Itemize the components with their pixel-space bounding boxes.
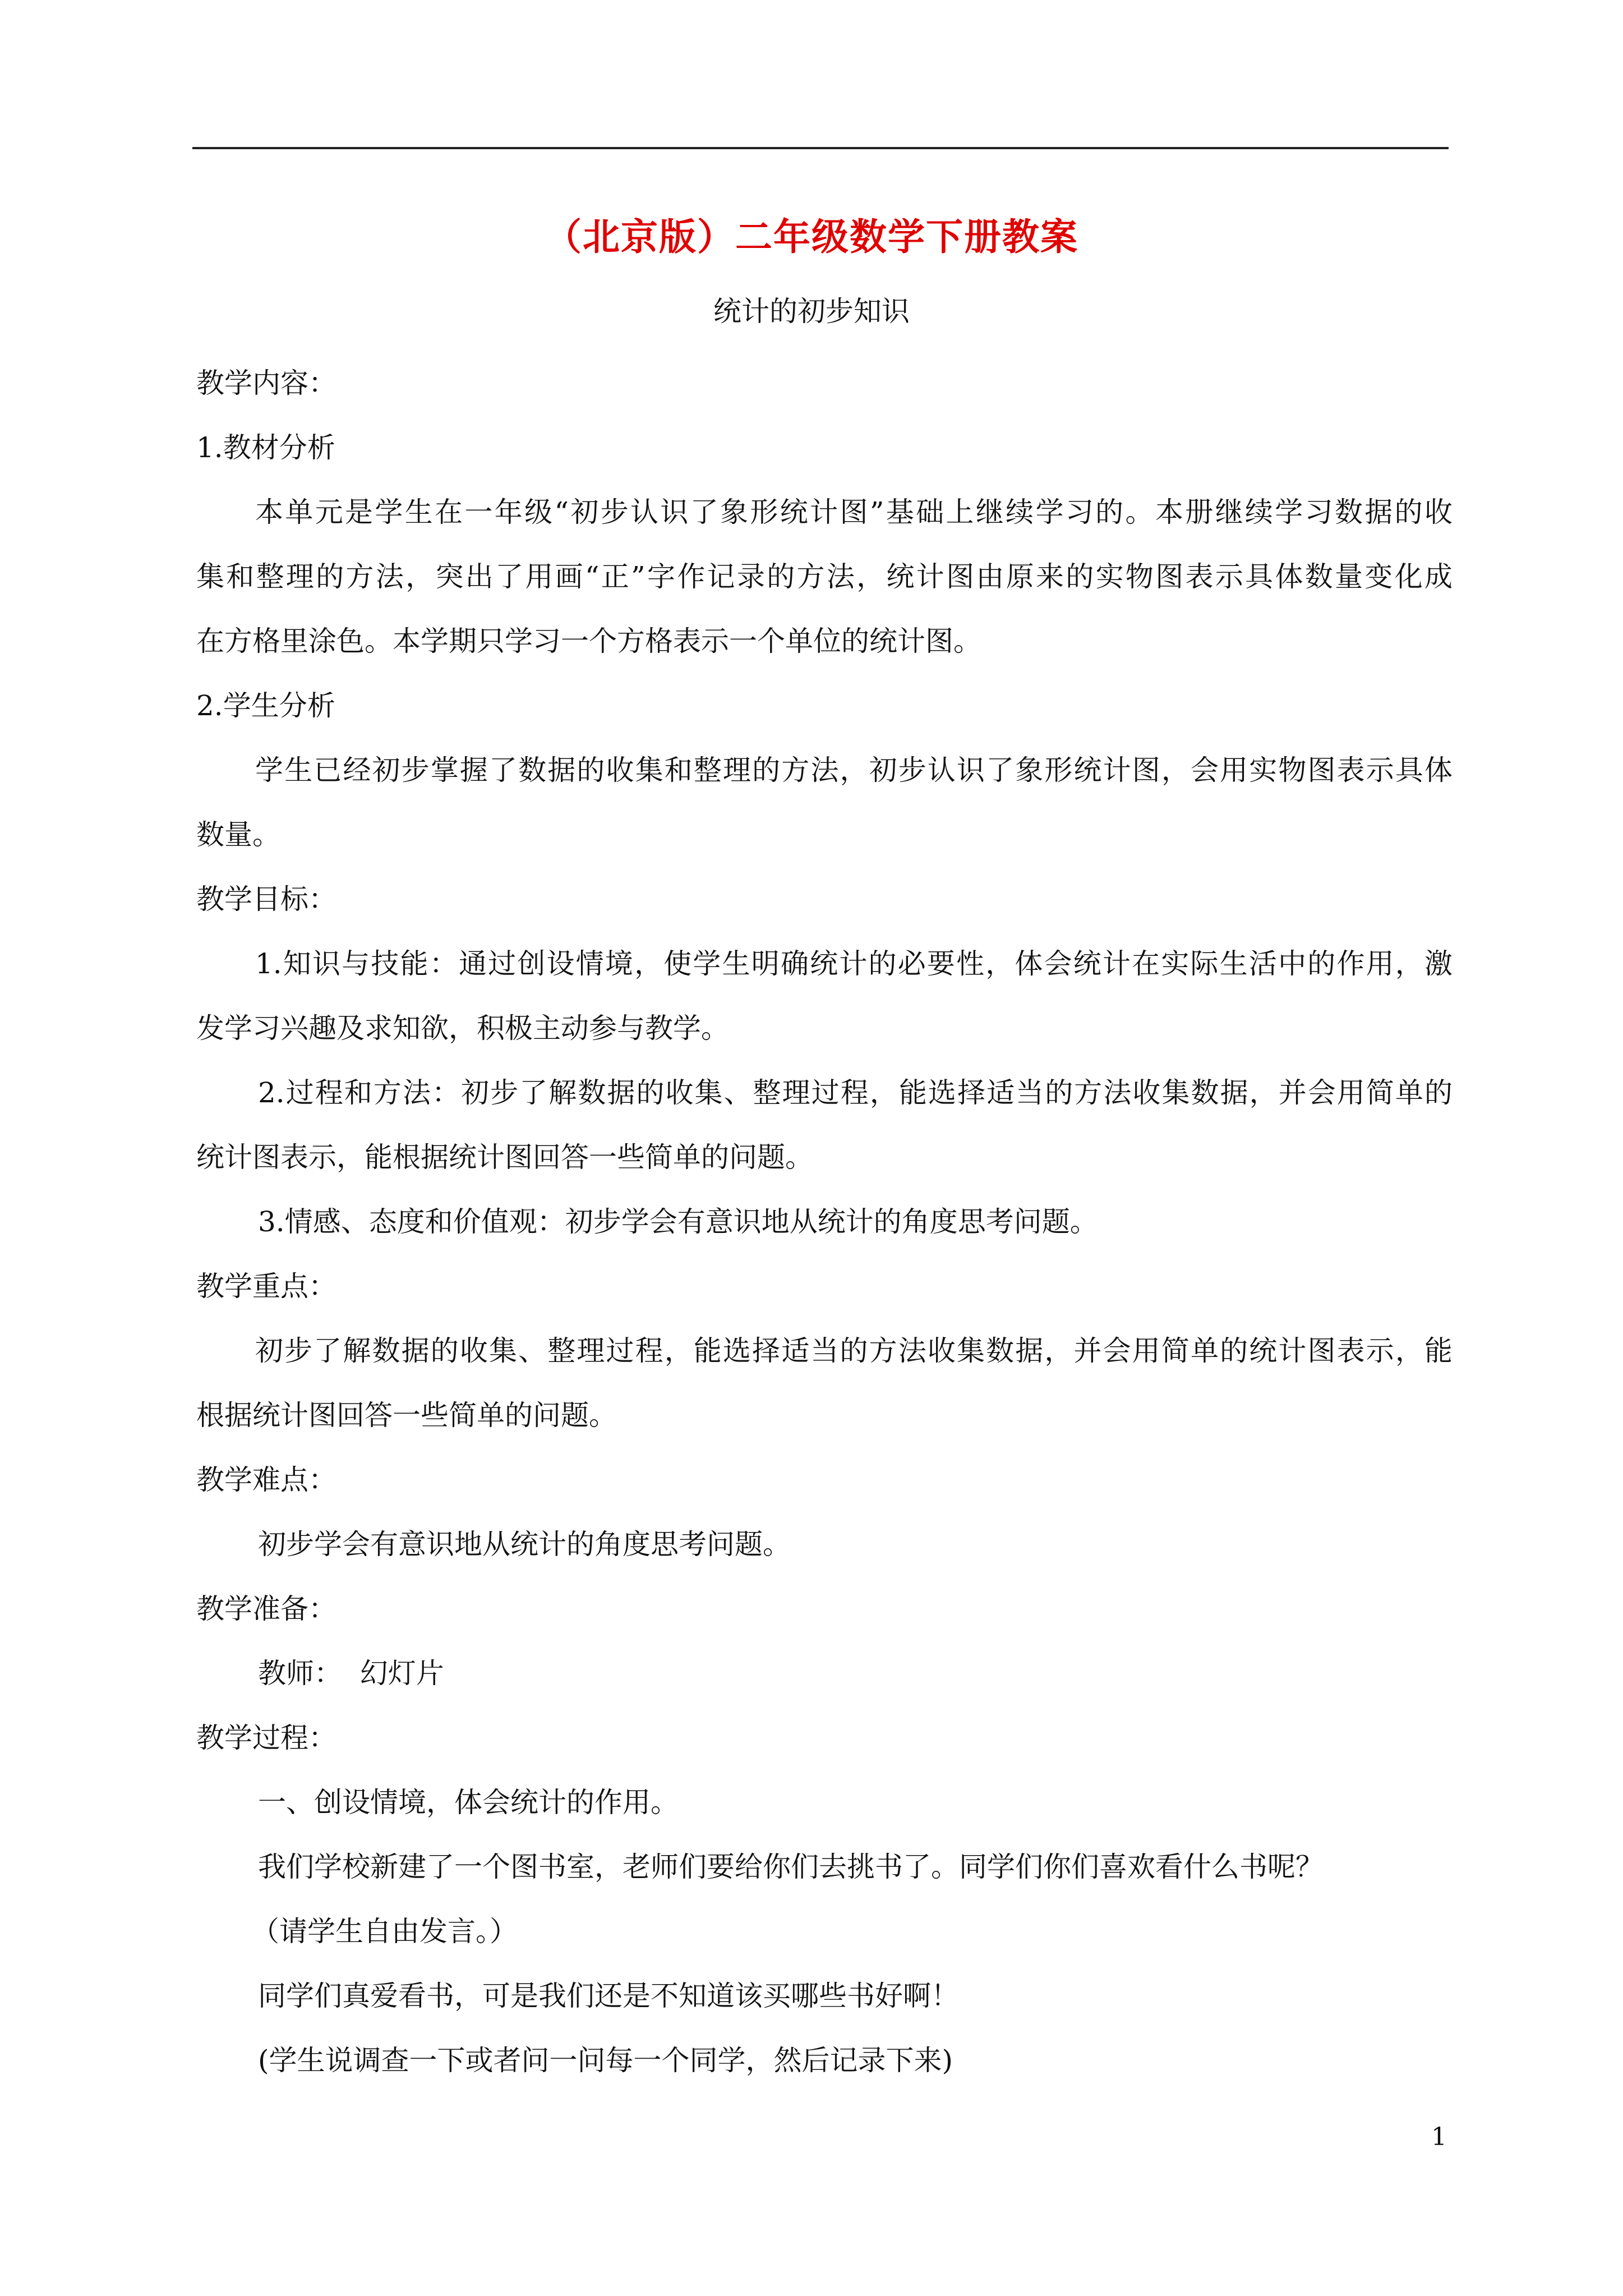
paragraph-line: 集和整理的方法，突出了用画“正”字作记录的方法，统计图由原来的实物图表示具体数量变化成	[196, 560, 1453, 593]
section-heading-process: 教学过程：	[196, 1722, 336, 1754]
paragraph-line: 教师： 幻灯片	[258, 1657, 444, 1690]
paragraph-line: 初步学会有意识地从统计的角度思考问题。	[258, 1528, 791, 1561]
section-heading-goals: 教学目标：	[196, 883, 336, 915]
paragraph-line: (学生说调查一下或者问一问每一个同学，然后记录下来)	[258, 2044, 953, 2077]
paragraph-line: 根据统计图回答一些简单的问题。	[196, 1399, 617, 1432]
subheading-material-analysis: 1.教材分析	[196, 431, 335, 464]
page-number: 1	[1431, 2123, 1447, 2151]
subheading-student-analysis: 2.学生分析	[196, 689, 335, 722]
paragraph-line: 我们学校新建了一个图书室，老师们要给你们去挑书了。同学们你们喜欢看什么书呢？	[258, 1851, 1324, 1883]
paragraph-line: 发学习兴趣及求知欲，积极主动参与教学。	[196, 1012, 729, 1045]
document-title: （北京版）二年级数学下册教案	[545, 215, 1078, 259]
paragraph-line: 3.情感、态度和价值观：初步学会有意识地从统计的角度思考问题。	[258, 1205, 1098, 1238]
paragraph-line: 1.知识与技能：通过创设情境，使学生明确统计的必要性，体会统计在实际生活中的作用，激	[255, 947, 1453, 980]
paragraph-line: 统计图表示，能根据统计图回答一些简单的问题。	[196, 1141, 813, 1174]
paragraph-line: 同学们真爱看书，可是我们还是不知道该买哪些书好啊！	[258, 1980, 959, 2012]
section-heading-key-points: 教学重点：	[196, 1270, 336, 1303]
paragraph-line: 在方格里涂色。本学期只学习一个方格表示一个单位的统计图。	[196, 625, 981, 657]
paragraph-line: 数量。	[196, 818, 280, 851]
paragraph-line: （请学生自由发言。）	[251, 1915, 518, 1948]
paragraph-line: 初步了解数据的收集、整理过程，能选择适当的方法收集数据，并会用简单的统计图表示，能	[255, 1335, 1453, 1367]
paragraph-line: 学生已经初步掌握了数据的收集和整理的方法，初步认识了象形统计图，会用实物图表示具体	[255, 754, 1453, 786]
paragraph-line: 本单元是学生在一年级“初步认识了象形统计图”基础上继续学习的。本册继续学习数据的收	[255, 496, 1453, 528]
section-heading-content: 教学内容：	[196, 367, 336, 399]
header-rule	[192, 147, 1449, 149]
paragraph-line: 一、创设情境，体会统计的作用。	[258, 1786, 679, 1819]
section-heading-difficulties: 教学难点：	[196, 1464, 336, 1496]
section-heading-preparation: 教学准备：	[196, 1593, 336, 1625]
paragraph-line: 2.过程和方法：初步了解数据的收集、整理过程，能选择适当的方法收集数据，并会用简单的	[258, 1076, 1453, 1109]
document-subtitle: 统计的初步知识	[713, 295, 910, 328]
